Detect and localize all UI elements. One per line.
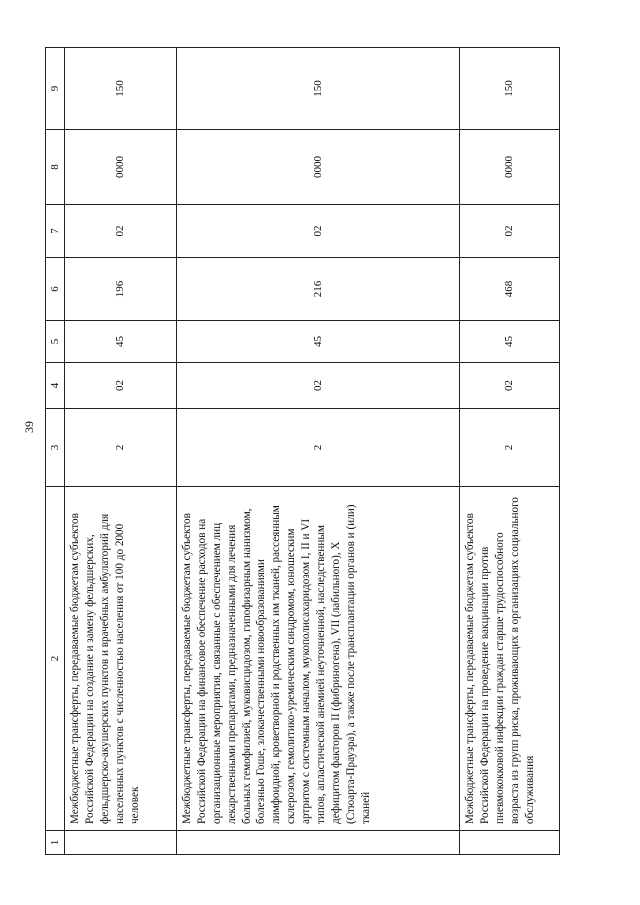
row-col4: 02 [65, 363, 177, 409]
table-row [460, 48, 560, 855]
row-col8: 0000 [177, 130, 460, 205]
row-code-cell [177, 831, 460, 855]
row-col6: 216 [177, 258, 460, 321]
row-col7: 02 [460, 205, 560, 258]
row-col4: 02 [460, 363, 560, 409]
row-col8: 0000 [65, 130, 177, 205]
row-description: Межбюджетные трансферты, передаваемые бюджетам субъектов Российской Федерации на проведение вакцинации против пневмококковой инфекции граждан старше трудоспособного возраста из групп риска, проживающих в организациях социального обслуживания [460, 487, 560, 831]
row-col9: 150 [460, 48, 560, 130]
row-col7: 02 [177, 205, 460, 258]
row-description: Межбюджетные трансферты, передаваемые бюджетам субъектов Российской Федерации на создание и замену фельдшерских, фельдшерско-акушерских пунктов и врачебных амбулаторий для населенных пунктов с численностью населения от 100 до 2000 человек [65, 487, 177, 831]
row-code-cell [65, 831, 177, 855]
row-col3: 2 [177, 409, 460, 487]
row-col4: 02 [177, 363, 460, 409]
header-col-5: 5 [46, 321, 65, 363]
table-row [177, 48, 460, 855]
row-col5: 45 [177, 321, 460, 363]
row-col5: 45 [460, 321, 560, 363]
header-col-1: 1 [46, 831, 65, 855]
header-col-8: 8 [46, 130, 65, 205]
row-col7: 02 [65, 205, 177, 258]
header-col-7: 7 [46, 205, 65, 258]
row-col3: 2 [65, 409, 177, 487]
header-col-2: 2 [46, 487, 65, 831]
row-col6: 196 [65, 258, 177, 321]
page-number: 39 [22, 421, 36, 433]
row-col5: 45 [65, 321, 177, 363]
header-row [46, 48, 65, 855]
rotated-table-container [45, 48, 558, 855]
row-code-cell [460, 831, 560, 855]
row-col6: 468 [460, 258, 560, 321]
header-col-4: 4 [46, 363, 65, 409]
row-description: Межбюджетные трансферты, передаваемые бюджетам субъектов Российской Федерации на финансовое обеспечение расходов на организационные мероприятия, связанные с обеспечением лиц лекарственными препаратами, предназначенными для лечения больных гемофилией, муковисцидозом, гипофизарным нанизмом, болезнью Гоше, злокачественными новообразованиями лимфоидной, кроветворной и родственных им тканей, рассеянным склерозом, гемолитико-уремическим синдромом, юношеским артритом с системным началом, мукополисахаридозом I, II и VI типов, апластической анемией неуточненной, наследственным дефицитом факторов II (фибриногена), VII (лабильного), X (Стюарта-Прауэра), а также после трансплантации органов и (или) тканей [177, 487, 460, 831]
row-col8: 0000 [460, 130, 560, 205]
table-row [65, 48, 177, 855]
header-col-9: 9 [46, 48, 65, 130]
row-col9: 150 [177, 48, 460, 130]
budget-transfer-table [45, 47, 560, 855]
header-col-3: 3 [46, 409, 65, 487]
row-col9: 150 [65, 48, 177, 130]
header-col-6: 6 [46, 258, 65, 321]
row-col3: 2 [460, 409, 560, 487]
